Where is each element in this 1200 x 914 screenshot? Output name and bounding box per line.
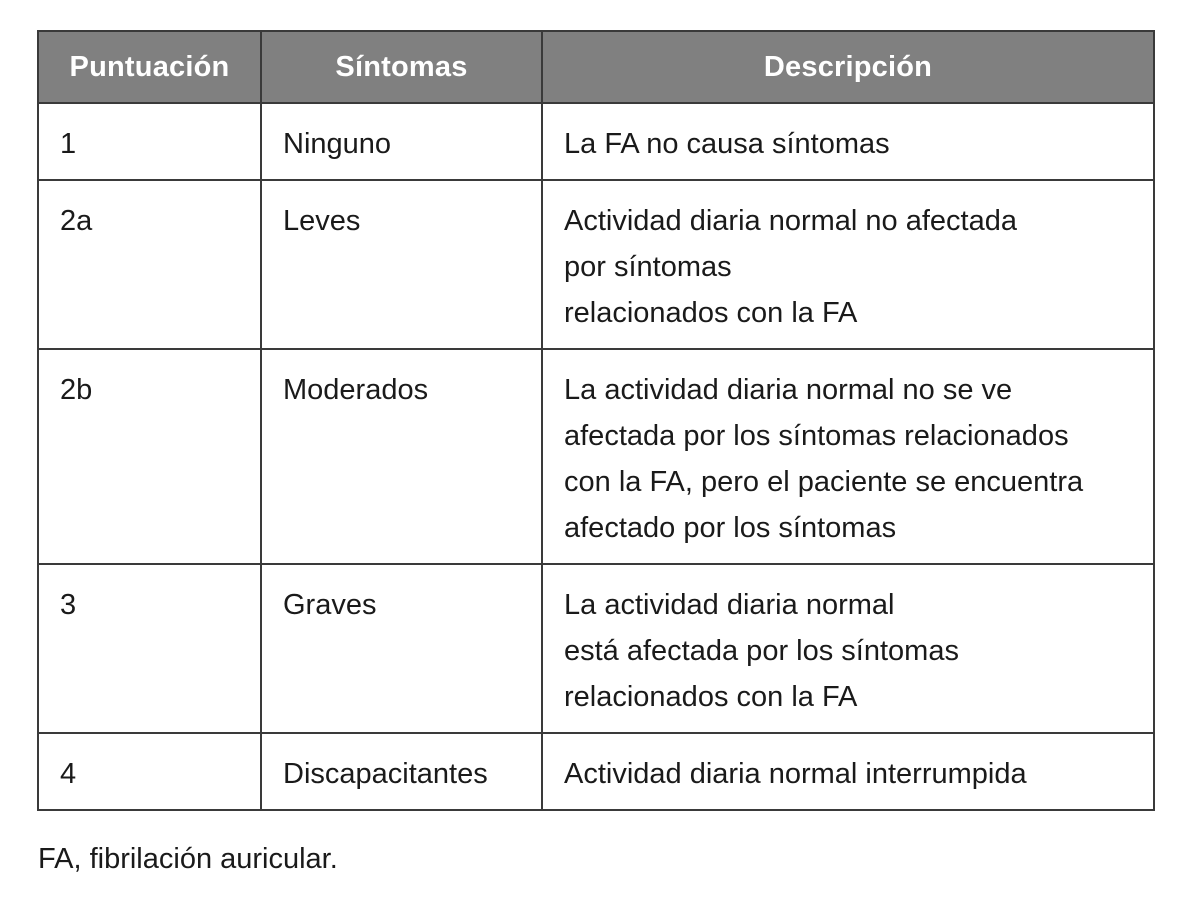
cell-description	[542, 103, 1154, 180]
description-line: La FA no causa síntomas	[564, 128, 890, 160]
symptom-score-table	[37, 30, 1155, 811]
header-description: Descripción	[542, 31, 1154, 103]
table-row	[38, 564, 1154, 733]
cell-description	[542, 349, 1154, 564]
header-score: Puntuación	[38, 31, 261, 103]
header-symptoms: Síntomas	[261, 31, 542, 103]
description-line: relacionados con la FA	[564, 681, 858, 713]
description-line: La actividad diaria normal	[564, 589, 895, 621]
cell-description	[542, 733, 1154, 810]
cell-symptoms: Moderados	[261, 349, 542, 564]
cell-symptoms: Leves	[261, 180, 542, 349]
description-line: por síntomas	[564, 251, 732, 283]
description-line: con la FA, pero el paciente se encuentra	[564, 466, 1084, 498]
cell-description	[542, 180, 1154, 349]
cell-score: 4	[38, 733, 261, 810]
cell-symptoms: Ninguno	[261, 103, 542, 180]
description-line: relacionados con la FA	[564, 297, 858, 329]
cell-description	[542, 564, 1154, 733]
cell-score: 3	[38, 564, 261, 733]
table-footnote: FA, fibrilación auricular.	[38, 843, 338, 875]
table-row	[38, 180, 1154, 349]
description-line: está afectada por los síntomas	[564, 635, 959, 667]
cell-score: 2b	[38, 349, 261, 564]
description-line: Actividad diaria normal no afectada	[564, 205, 1017, 237]
description-line: afectado por los síntomas	[564, 512, 897, 544]
table-header	[38, 31, 1154, 103]
cell-score: 1	[38, 103, 261, 180]
description-line: afectada por los síntomas relacionados	[564, 420, 1069, 452]
cell-symptoms: Discapacitantes	[261, 733, 542, 810]
table-row	[38, 349, 1154, 564]
cell-score: 2a	[38, 180, 261, 349]
table-row	[38, 733, 1154, 810]
cell-symptoms: Graves	[261, 564, 542, 733]
description-line: La actividad diaria normal no se ve	[564, 374, 1013, 406]
table-row	[38, 103, 1154, 180]
table-body	[38, 103, 1154, 810]
header-row	[38, 31, 1154, 103]
description-line: Actividad diaria normal interrumpida	[564, 758, 1027, 790]
